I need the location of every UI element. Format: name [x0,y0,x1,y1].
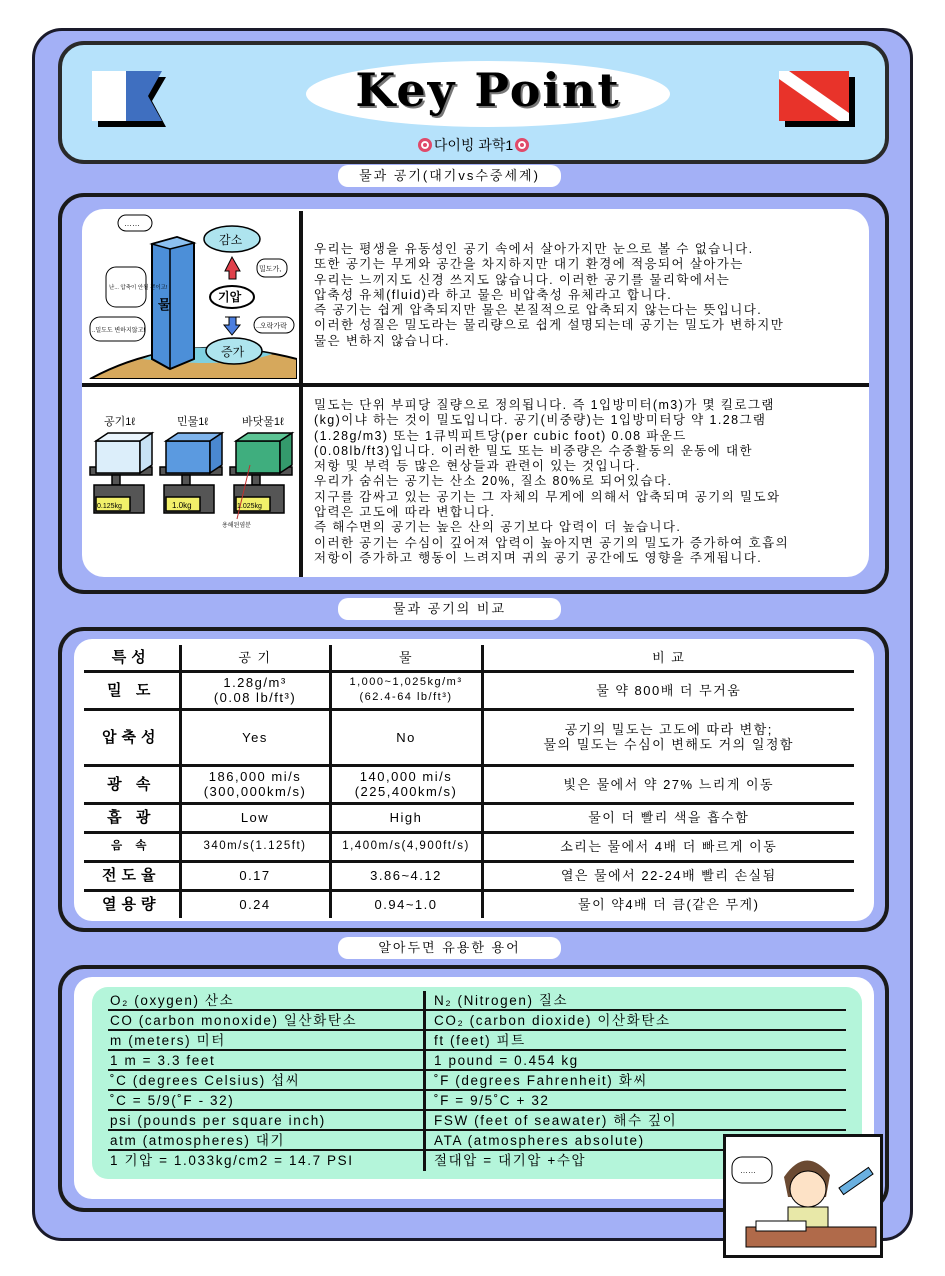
term: ˚C = 5/9(˚F - 32) [108,1091,426,1109]
table-header-row [84,645,854,671]
cell-property: 압축성 [84,709,180,765]
term: 1 기압 = 1.033kg/cm2 = 14.7 PSI [108,1151,426,1171]
decrease-label: 감소 [219,233,243,247]
header-air: 공 기 [180,645,330,671]
table-row [84,890,854,918]
comparison-section [58,627,889,932]
term: 절대압 = 대기압 +수압 [434,1153,587,1168]
term: ft (feet) 피트 [434,1033,526,1048]
term-row [108,991,846,1011]
table-row [84,709,854,765]
term: 1 pound = 0.454 kg [434,1053,579,1068]
cell-water: 1,000~1,025kg/m³ (62.4-64 lb/ft³) [330,671,482,709]
cell-water: 1,400m/s(4,900ft/s) [330,832,482,861]
cell-compare: 소리는 물에서 4배 더 빠르게 이동 [482,832,854,861]
svg-text:……: …… [124,219,140,228]
pressure-label: 기압 [218,290,242,304]
term-row [108,1031,846,1051]
svg-text:난... 압축이 안될 뿐이고!: 난... 압축이 안될 뿐이고! [109,285,168,291]
term: N₂ (Nitrogen) 질소 [434,993,569,1008]
term: ˚F = 9/5˚C + 32 [434,1093,550,1108]
cell-property: 광 속 [84,765,180,803]
cell-compare: 물이 약4배 더 큼(같은 무게) [578,897,760,913]
header-water: 물 [330,645,482,671]
subtitle [62,135,885,155]
cell-water: 0.94~1.0 [330,890,482,918]
cell-air: 1.28g/m³ (0.08 lb/ft³) [180,671,330,709]
freshwater-weight: 1.0kg [172,501,192,510]
table-row [84,765,854,803]
cartoon-bubble: …… [740,1166,756,1175]
term-row [108,1051,846,1071]
intro-section [58,193,889,594]
term: psi (pounds per square inch) [108,1111,426,1129]
svg-text:..오락가락: ..오락가락 [256,323,287,330]
increase-label: 증가 [221,345,245,359]
cell-water: 140,000 mi/s (225,400km/s) [330,765,482,803]
diver-studying-cartoon [723,1134,883,1258]
term: CO (carbon monoxide) 일산화탄소 [108,1011,426,1029]
cell-compare: 열은 물에서 22-24배 빨리 손실됨 [482,861,854,890]
cell-compare: 빛은 물에서 약 27% 느리게 이동 [482,765,854,803]
subtitle-text: 다이빙 과학1 [433,137,514,153]
term: FSW (feet of seawater) 해수 깊이 [434,1113,678,1128]
seawater-weight: 1.025kg [237,503,262,510]
cell-compare: 공기의 밀도는 고도에 따라 변함; 물의 밀도는 수심이 변해도 거의 일정함 [482,709,854,765]
target-icon [515,138,529,152]
term-row [108,1091,846,1111]
air-weight: 0.125kg [97,503,122,510]
term: O₂ (oxygen) 산소 [108,991,426,1009]
section-label-terms: 알아두면 유용한 용어 [338,937,561,959]
freshwater-label: 민물1ℓ [177,416,208,428]
term-row [108,1111,846,1131]
air-label: 공기1ℓ [104,416,135,428]
term: atm (atmospheres) 대기 [108,1131,426,1149]
cell-water: 3.86~4.12 [330,861,482,890]
term: m (meters) 미터 [108,1031,426,1049]
cell-property: 음 속 [84,832,180,861]
term: 1 m = 3.3 feet [108,1051,426,1069]
term: ATA (atmospheres absolute) [434,1133,645,1148]
density-cubes-illustration [82,397,297,547]
comparison-table [84,645,854,918]
term-row [108,1011,846,1031]
cell-compare: 물 약 800배 더 무거움 [482,671,854,709]
cell-air: 340m/s(1.125ft) [180,832,330,861]
section-label-comparison: 물과 공기의 비교 [338,598,561,620]
cell-air: Low [180,803,330,832]
water-column-illustration [82,209,297,379]
dive-flag-icon [779,71,855,127]
section-label-water-air: 물과 공기(대기vs수중세계) [338,165,561,187]
cell-property: 흡 광 [84,803,180,832]
table-row [84,832,854,861]
term-row [108,1071,846,1091]
header-panel [58,41,889,164]
table-row [84,861,854,890]
header-compare: 비 교 [482,645,854,671]
intro-paragraph: 우리는 평생을 유동성인 공기 속에서 살아가지만 눈으로 볼 수 없습니다. 또한 공기는 무게와 공간을 차지하지만 대기 환경에 적응되어 살아가는 우리는 느끼지도 신경 쓰지도 않습니다. 이러한 공기를 물리학에서는 압축성 유체(fluid)라 하고 물은 비압축성 유체라고 합니다. 즉 공기는 쉽게 압축되지만 물은 본질적으로 압축되지 않는다는 뜻입니다. 이러한 성질은 밀도라는 물리량으로 쉽게 설명되는데 공기는 밀도가 변하지만 물은 변하지 않습니다. [314,242,785,348]
divider [82,383,869,387]
alpha-flag-icon [90,71,166,127]
target-icon [418,138,432,152]
divider [299,211,303,577]
cell-water: High [330,803,482,832]
cell-property: 열용량 [84,890,180,918]
header-property: 특성 [84,645,180,671]
term: ˚C (degrees Celsius) 섭씨 [108,1071,426,1089]
cell-compare: 물이 더 빨리 색을 흡수함 [482,803,854,832]
cell-air: 186,000 mi/s (300,000km/s) [180,765,330,803]
seawater-label: 바닷물1ℓ [242,416,284,428]
table-row [84,803,854,832]
cell-water: No [330,709,482,765]
cell-air: 0.17 [180,861,330,890]
column-label: 물 [158,297,171,312]
cell-air: 0.24 [180,890,330,918]
page-title: Key Point [355,63,621,117]
term: ˚F (degrees Fahrenheit) 화씨 [434,1073,648,1088]
cell-property: 밀 도 [84,671,180,709]
svg-text:..밀도도 변하지않고!: ..밀도도 변하지않고! [92,328,146,334]
density-paragraph: 밀도는 단위 부피당 질량으로 정의됩니다. 즉 1입방미터(m3)가 몇 킬로그램 (kg)이냐 하는 것이 밀도입니다. 공기(비중량)는 1입방미터당 약 1.28그램 (1.28g/m3) 또는 1큐빅피트당(per cubic foot) 0.08 파운드 (0.08lb/ft3)입니다. 이러한 밀도 또는 비중량은 수중활동의 운동에 대한 저항 및 부력 등 많은 현상들과 관련이 있는 것입니다. 우리가 숨쉬는 공기는 산소 20%, 질소 80%로 되어있습다. 지구를 감싸고 있는 공기는 그 자체의 무게에 의해서 압축되며 공기의 밀도와 압력은 고도에 따라 변합니다. 즉 해수면의 공기는 높은 산의 공기보다 압력이 더 높습니다. 이러한 공기는 수심이 깊어져 압력이 높아지면 공기의 밀도가 증가하여 호흡의 저항이 증가하고 행동이 느려지며 귀의 공기 공간에도 영향을 주게됩니다. [314,398,790,565]
dissolved-salt-note: 용해된염분 [222,523,251,529]
svg-text:밀도가,: 밀도가, [259,266,282,273]
cell-property: 전도율 [84,861,180,890]
cell-air: Yes [180,709,330,765]
term: CO₂ (carbon dioxide) 이산화탄소 [434,1013,671,1028]
table-row [84,671,854,709]
